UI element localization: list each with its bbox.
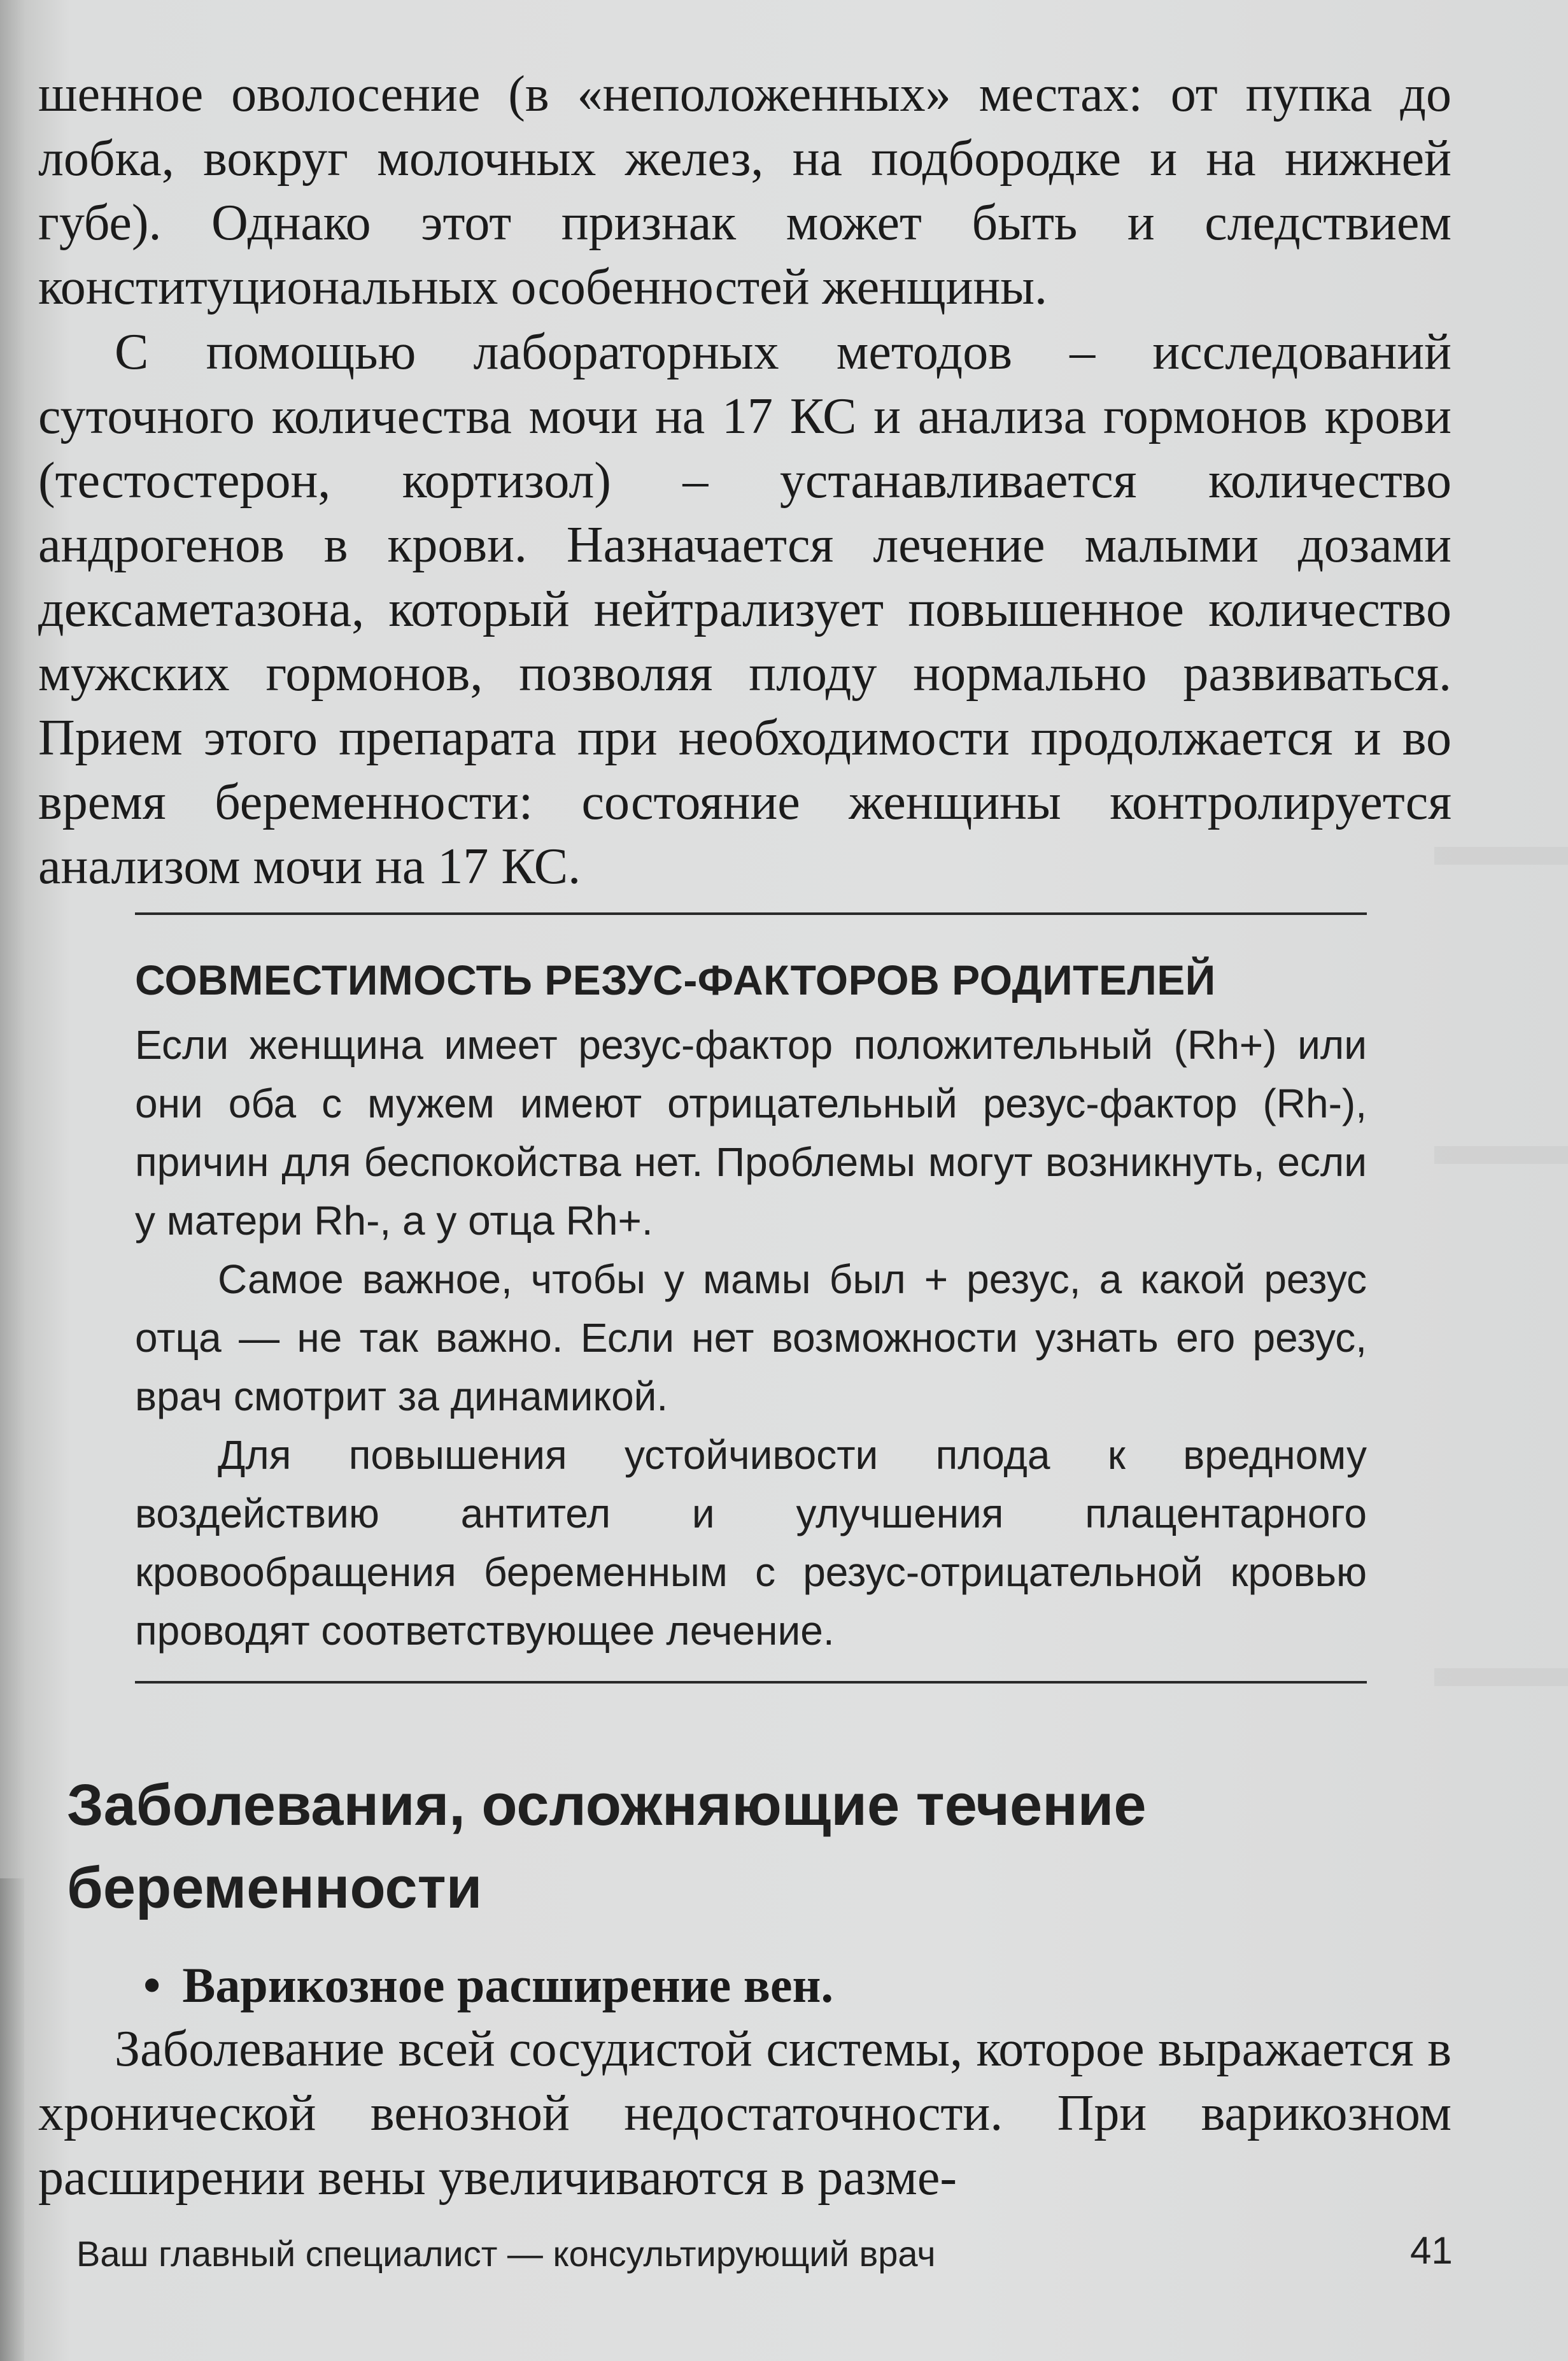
box-paragraph: Если женщина имеет резус-фактор положительный (Rh+) или они оба с мужем имеют отрицательный резус-фактор (Rh-), причин для беспокойства нет. Проблемы могут возникнуть, если у матери Rh-, а у отца Rh+.: [135, 1022, 1367, 1244]
box-bottom-rule: [135, 1681, 1367, 1684]
section-heading: Заболевания, осложняющие течение беременности: [67, 1773, 1147, 1920]
paragraph-varicose: Заболевание всей сосудистой системы, которое выражается в хронической венозной недостаточности. При варикозном расширении вены увеличиваются в разме-: [38, 2021, 1451, 2206]
bleed-through-shadow: [1434, 1146, 1568, 1164]
bullet-heading-text: Варикозное расширение вен.: [182, 1957, 833, 2013]
book-page-edge: [0, 1878, 24, 2361]
paragraph-lab-methods: С помощью лабораторных методов – исследований суточного количества мочи на 17 КС и анализа гормонов крови (тестостерон, кортизол) – устанавливается количество андрогенов в крови. Назначается лечение малыми дозами дексаметазона, который нейтрализует повышенное количество мужских гормонов, позволяя плоду нормально развиваться. Прием этого препарата при необходимости продолжается и во время беременности: состояние женщины контролируется анализом мочи на 17 КС.: [38, 324, 1451, 895]
bleed-through-shadow: [1434, 1668, 1568, 1686]
box-paragraph: Для повышения устойчивости плода к вредному воздействию антител и улучшения плацентарного кровообращения беременным с резус-отрицательной кровью проводят соответствующее лечение.: [135, 1432, 1367, 1654]
box-top-rule: [135, 912, 1367, 915]
page-number: 41: [1410, 2229, 1453, 2272]
paragraph-continuation: шенное оволосение (в «неположенных» местах: от пупка до лобка, вокруг молочных желез, на подбородке и на нижней губе). Однако этот признак может быть и следствием конституциональных особенностей женщины.: [38, 66, 1451, 315]
bullet-heading: [143, 1953, 833, 2017]
box-paragraph: Самое важное, чтобы у мамы был + резус, а какой резус отца — не так важно. Если нет возможности узнать его резус, врач смотрит за динамикой.: [135, 1256, 1367, 1419]
bullet-symbol: •: [143, 1957, 161, 2013]
box-title: СОВМЕСТИМОСТЬ РЕЗУС-ФАКТОРОВ РОДИТЕЛЕЙ: [135, 956, 1216, 1003]
running-footer-title: Ваш главный специалист — консультирующий врач: [76, 2234, 936, 2274]
bleed-through-shadow: [1434, 847, 1568, 865]
